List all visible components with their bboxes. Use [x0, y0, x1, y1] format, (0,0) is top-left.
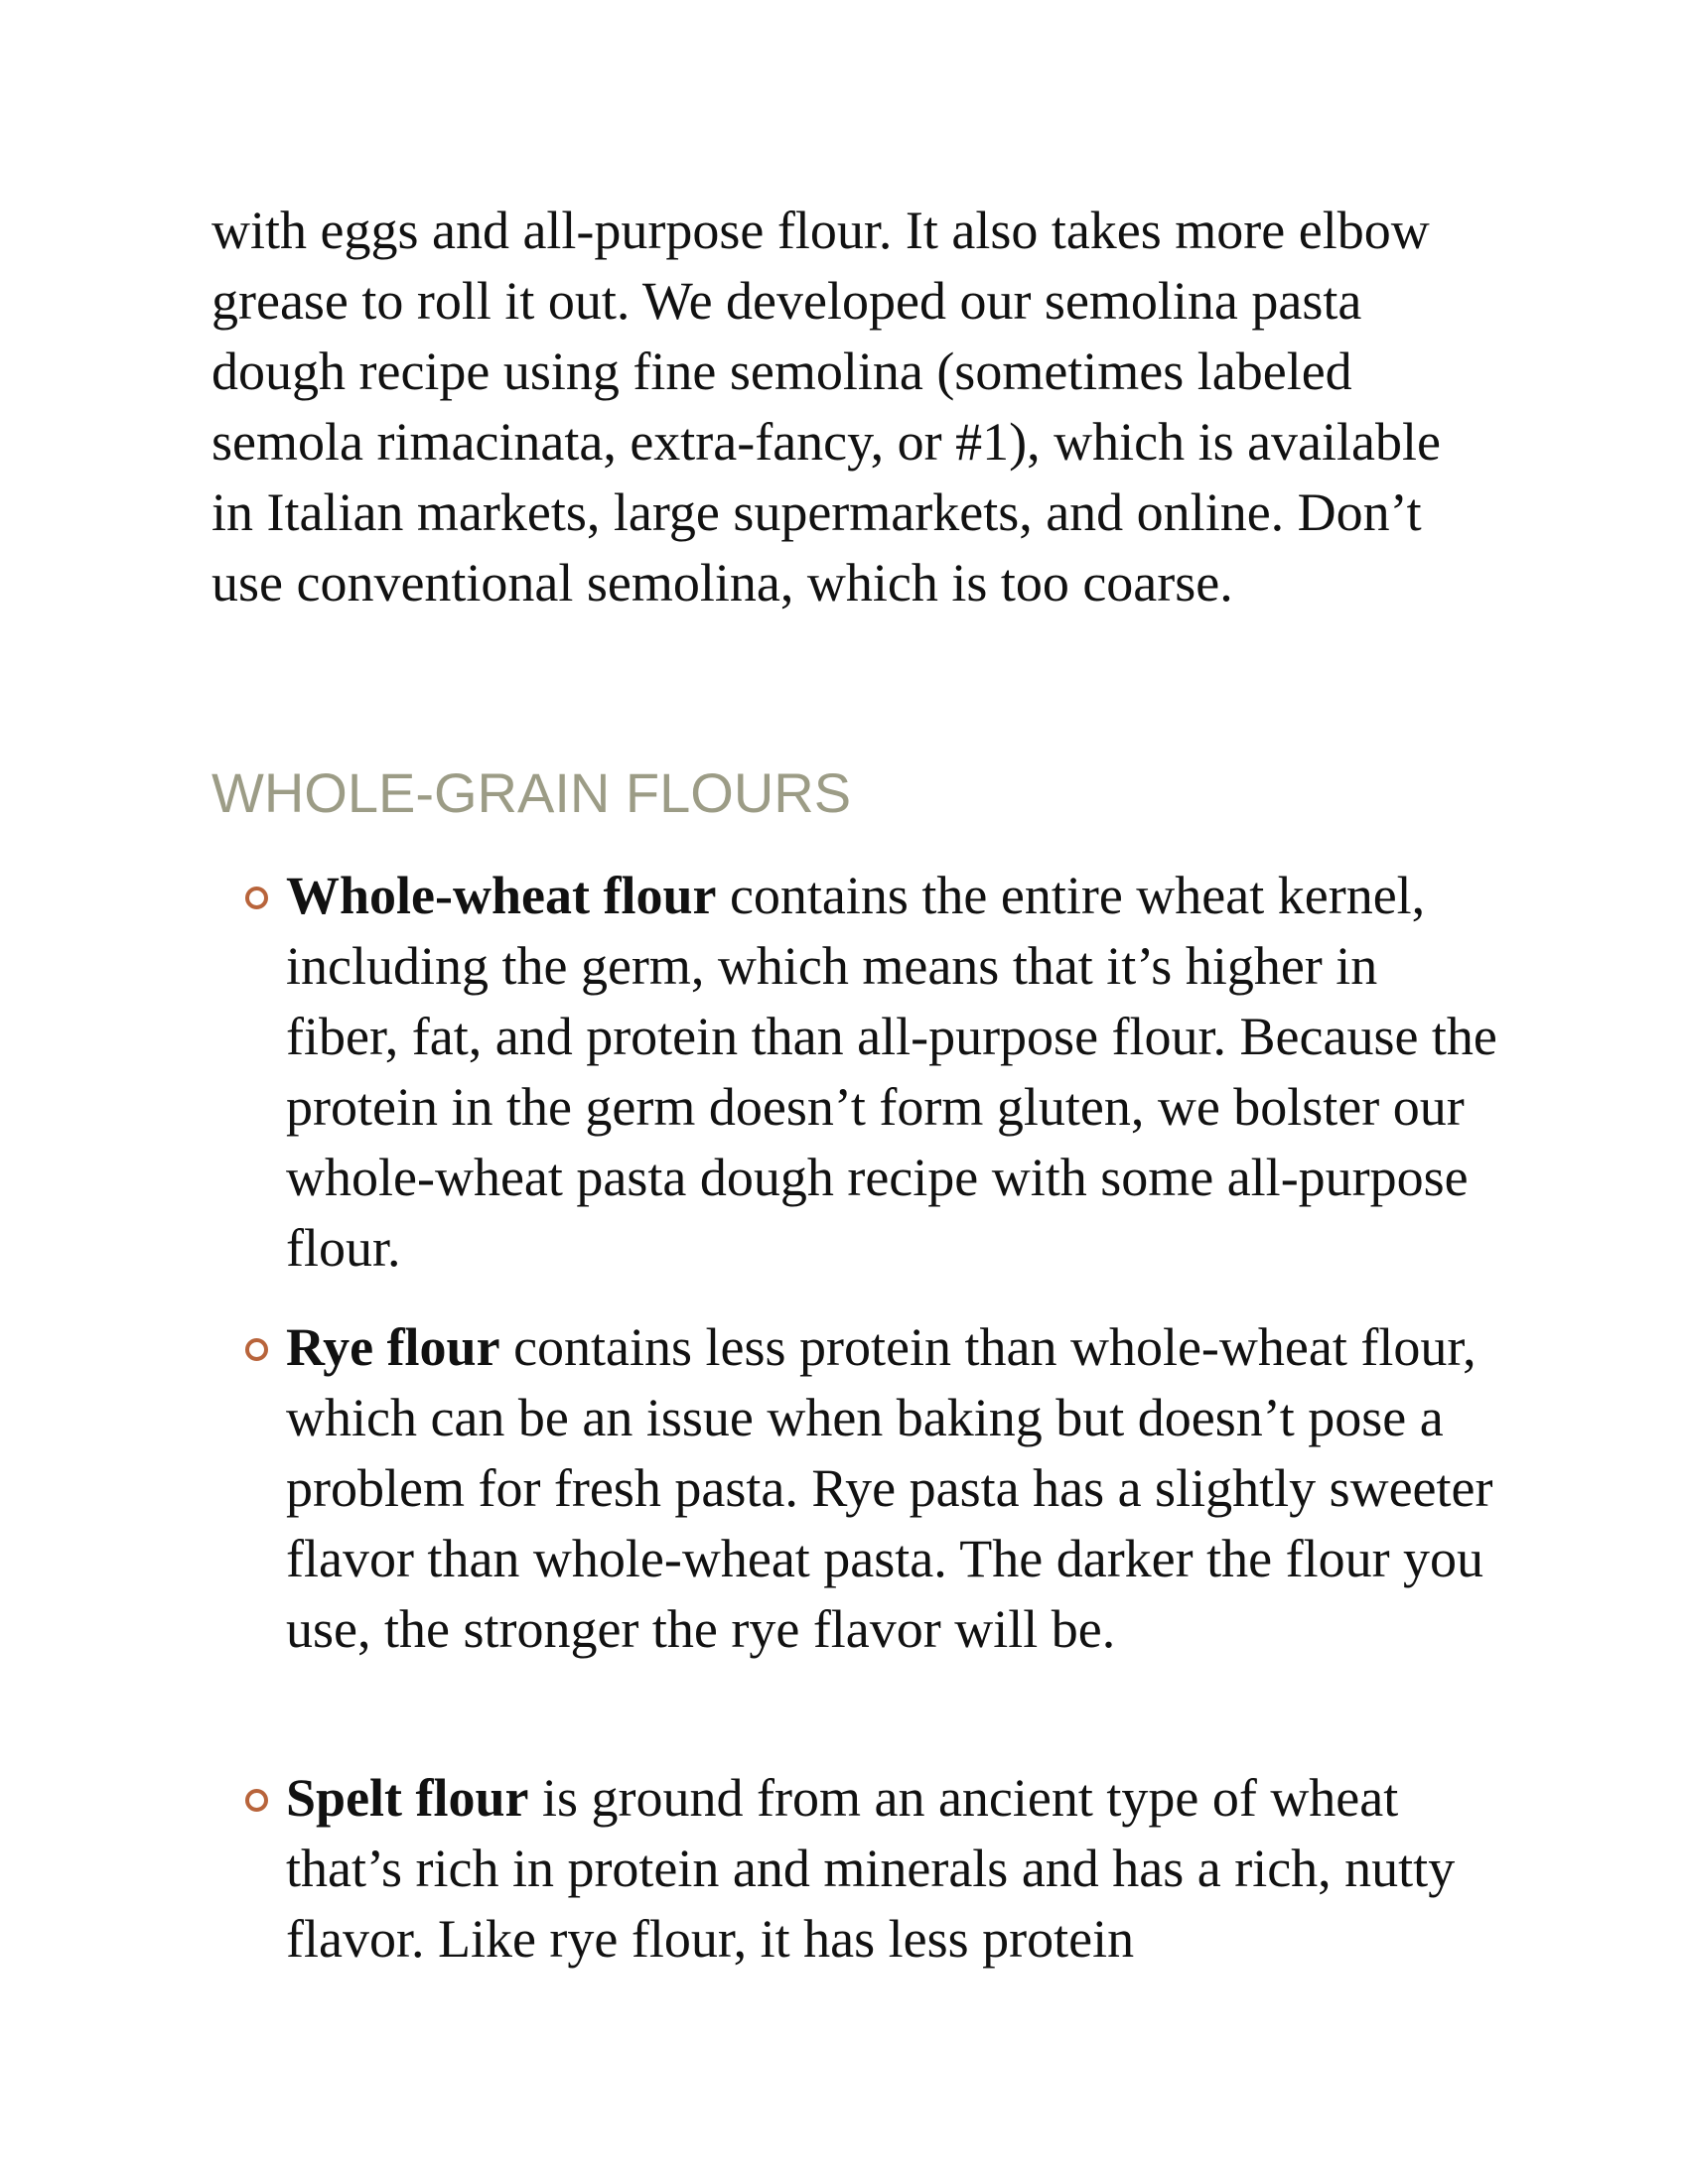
section-heading: WHOLE-GRAIN FLOURS: [211, 761, 852, 824]
list-item-description: contains the entire wheat kernel, including the germ, which means that it’s higher in fiber, fat, and protein than all-purpose flour. Because the protein in the germ doesn’t form gluten, we bolster our whole-wheat pasta dough recipe with some all-purpose flour.: [286, 866, 1497, 1278]
list-item-description: contains less protein than whole-wheat flour, which can be an issue when baking but doesn’t pose a problem for fresh pasta. Rye pasta has a slightly sweeter flavor than whole-wheat pasta. The darker the flour you use, the stronger the rye flavor will be.: [286, 1317, 1493, 1659]
list-item-term: Rye flour: [286, 1317, 500, 1377]
circle-bullet-icon: [245, 887, 268, 909]
list-item-term: Spelt flour: [286, 1768, 529, 1828]
list-item-text: [286, 1763, 1502, 1975]
list-item-term: Whole-wheat flour: [286, 866, 717, 925]
intro-paragraph: with eggs and all-purpose flour. It also takes more elbow grease to roll it out. We developed our semolina pasta dough recipe using fine semolina (sometimes labeled semola rimacinata, extra-fancy, or #1), which is available in Italian markets, large supermarkets, and online. Don’t use conventional semolina, which is too coarse.: [211, 201, 1441, 613]
list-item-text: [286, 861, 1502, 1284]
list-item-description: is ground from an ancient type of wheat that’s rich in protein and minerals and has a rich, nutty flavor. Like rye flour, it has less protein: [286, 1768, 1456, 1969]
list-item-text: [286, 1312, 1502, 1665]
circle-bullet-icon: [245, 1338, 268, 1361]
circle-bullet-icon: [245, 1789, 268, 1812]
